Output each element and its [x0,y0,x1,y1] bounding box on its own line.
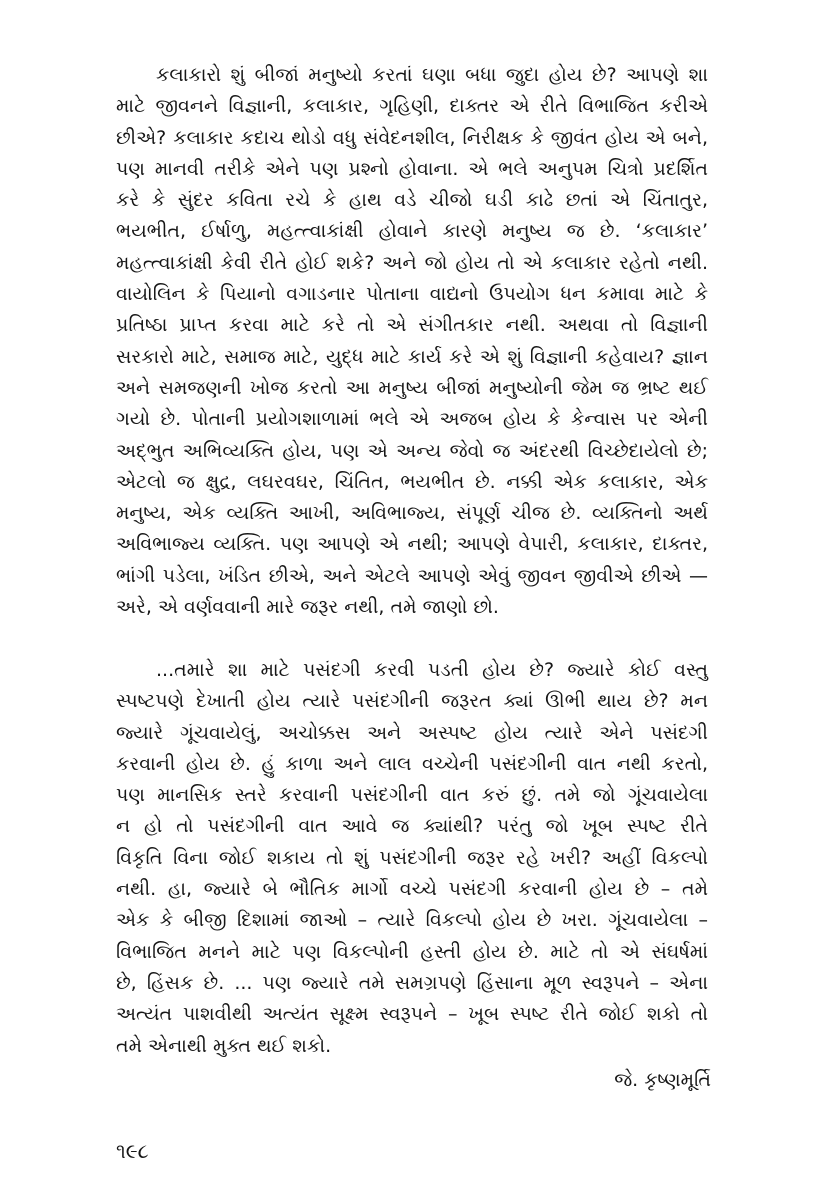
text-line: અદ્‌ભુત અભિવ્યક્તિ હોય, પણ એ અન્ય જેવો જ અંદરથી વિચ્છેદાયેલો છે; [116,439,708,462]
text-line: ભયભીત, ઈર્ષાળુ, મહત્ત્વાકાંક્ષી હોવાને કારણે મનુષ્ય જ છે. ‘કલાકાર’ [116,220,708,243]
text-line: ...તમારે શા માટે પસંદગી કરવી પડતી હોય છે? જ્યારે કોઈ વસ્તુ [156,659,708,681]
text-line: જ્યારે ગૂંચવાયેલું, અચોક્કસ અને અસ્પષ્ટ હોય ત્યારે એને પસંદગી [116,721,708,744]
paragraph-2 [116,655,708,1062]
text-line: પણ માનવી તરીકે એને પણ પ્રશ્નો હોવાના. એ ભલે અનુપમ ચિત્રો પ્રદર્શિત [116,157,708,180]
text-line: અને સમજણની ખોજ કરતો આ મનુષ્ય બીજાં મનુષ્યોની જેમ જ ભ્રષ્ટ થઈ [116,376,708,399]
text-line: મહત્ત્વાકાંક્ષી કેવી રીતે હોઈ શકે? અને જો હોય તો એ કલાકાર રહેતો નથી. [116,251,708,274]
text-line: પણ માનસિક સ્તરે કરવાની પસંદગીની વાત કરું છું. તમે જો ગૂંચવાયેલા [116,784,708,807]
text-line: એક કે બીજી દિશામાં જાઓ – ત્યારે વિકલ્પો હોય છે ખરા. ગૂંચવાયેલા – [116,909,708,932]
text-line: અરે, એ વર્ણવવાની મારે જરૂર નથી, તમે જાણો છો. [116,596,499,619]
paragraph-1 [116,60,708,623]
text-line: સરકારો માટે, સમાજ માટે, યુદ્ધ માટે કાર્ય કરે એ શું વિજ્ઞાની કહેવાય? જ્ઞાન [116,345,708,368]
page-number: ૧૯૮ [116,1139,149,1163]
text-line: માટે જીવનને વિજ્ઞાની, કલાકાર, ગૃહિણી, દાક્તર એ રીતે વિભાજિત કરીએ [116,95,708,118]
text-line: મનુષ્ય, એક વ્યક્તિ આખી, અવિભાજ્ય, સંપૂર્ણ ચીજ છે. વ્યક્તિનો અર્થ [116,502,708,525]
text-line: ન હો તો પસંદગીની વાત આવે જ ક્યાંથી? પરંતુ જો ખૂબ સ્પષ્ટ રીતે [116,815,708,838]
text-line: કરે કે સુંદર કવિતા રચે કે હાથ વડે ચીજો ઘડી કાઢે છતાં એ ચિંતાતુર, [116,189,708,212]
text-line: છે, હિંસક છે. ... પણ જ્યારે તમે સમગ્રપણે હિંસાના મૂળ સ્વરૂપને – એના [116,971,708,994]
text-line: છીએ? કલાકાર કદાચ થોડો વધુ સંવેદનશીલ, નિરીક્ષક કે જીવંત હોય એ બને, [116,126,708,149]
text-line: સ્પષ્ટપણે દેખાતી હોય ત્યારે પસંદગીની જરૂરત ક્યાં ઊભી થાય છે? મન [116,690,708,713]
text-line: એટલો જ ક્ષુદ્ર, લઘરવઘર, ચિંતિત, ભયભીત છે. નક્કી એક કલાકાર, એક [116,470,708,493]
text-line: ગયો છે. પોતાની પ્રયોગશાળામાં ભલે એ અજબ હોય કે કેન્વાસ પર એની [116,408,708,431]
text-line: વિભાજિત મનને માટે પણ વિકલ્પોની હસ્તી હોય છે. માટે તો એ સંઘર્ષમાં [116,940,708,963]
text-line: વાયોલિન કે પિયાનો વગાડનાર પોતાના વાદ્યનો ઉપયોગ ધન કમાવા માટે કે [116,283,708,306]
text-line: અવિભાજ્ય વ્યક્તિ. પણ આપણે એ નથી; આપણે વેપારી, કલાકાર, દાક્તર, [116,533,708,556]
text-line: કરવાની હોય છે. હું કાળા અને લાલ વચ્ચેની પસંદગીની વાત નથી કરતો, [116,752,708,775]
text-line: તમે એનાથી મુક્ત થઈ શકો. [116,1034,332,1057]
text-line: વિકૃતિ વિના જોઈ શકાય તો શું પસંદગીની જરૂર રહે ખરી? અહીં વિકલ્પો [116,846,708,869]
text-line: નથી. હા, જ્યારે બે ભૌતિક માર્ગો વચ્ચે પસંદગી કરવાની હોય છે – તમે [116,878,708,901]
text-line: કલાકારો શું બીજાં મનુષ્યો કરતાં ઘણા બધા જુદા હોય છે? આપણે શા [156,64,708,86]
author-signature: જે. કૃષ્ણમૂર્તિ [614,1069,711,1091]
text-line: ભાંગી પડેલા, ખંડિત છીએ, અને એટલે આપણે એવું જીવન જીવીએ છીએ — [116,564,708,587]
text-line: પ્રતિષ્ઠા પ્રાપ્ત કરવા માટે કરે તો એ સંગીતકાર નથી. અથવા તો વિજ્ઞાની [116,314,708,337]
text-line: અત્યંત પાશવીથી અત્યંત સૂક્ષ્મ સ્વરૂપને – ખૂબ સ્પષ્ટ રીતે જોઈ શકો તો [116,1003,708,1026]
